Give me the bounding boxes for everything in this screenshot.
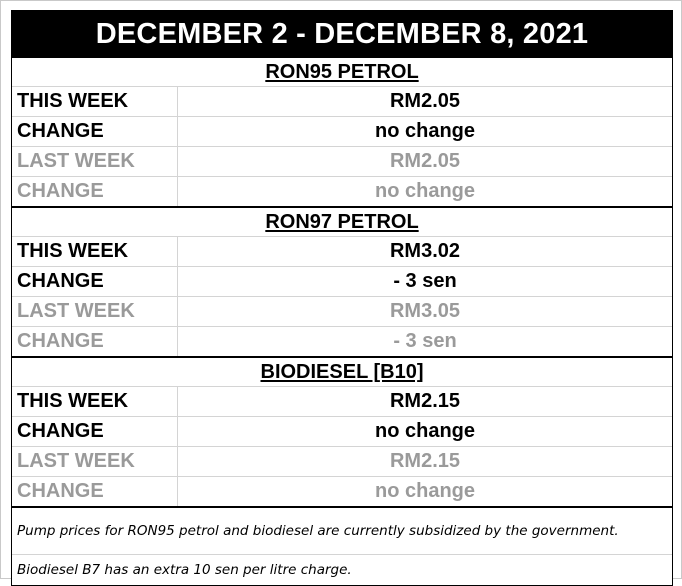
section-heading-text: BIODIESEL [B10] <box>260 361 424 383</box>
price-row <box>12 177 672 206</box>
row-label: CHANGE <box>12 117 178 146</box>
row-label: CHANGE <box>12 417 178 446</box>
section-ron97 <box>12 206 672 356</box>
section-heading <box>12 358 672 387</box>
row-value: RM3.02 <box>389 240 461 262</box>
row-value: RM2.15 <box>389 390 461 412</box>
price-row <box>12 237 672 267</box>
row-value: RM2.05 <box>389 90 461 112</box>
row-label: CHANGE <box>12 267 178 296</box>
row-label: CHANGE <box>12 477 178 506</box>
price-row <box>12 477 672 506</box>
price-row <box>12 297 672 327</box>
row-value: no change <box>374 480 475 502</box>
section-ron95 <box>12 58 672 206</box>
row-value: RM2.15 <box>389 450 461 472</box>
price-row <box>12 447 672 477</box>
date-range-title: DECEMBER 2 - DECEMBER 8, 2021 <box>12 11 672 58</box>
row-label: LAST WEEK <box>12 297 178 326</box>
subsidy-note: Pump prices for RON95 petrol and biodiesel are currently subsidized by the government. <box>12 506 672 554</box>
fuel-price-table <box>11 10 673 586</box>
price-row <box>12 117 672 147</box>
row-label: THIS WEEK <box>12 387 178 416</box>
biodiesel-note: Biodiesel B7 has an extra 10 sen per litre charge. <box>12 554 672 585</box>
section-heading-text: RON95 PETROL <box>265 61 419 83</box>
price-row <box>12 87 672 117</box>
row-label: LAST WEEK <box>12 447 178 476</box>
price-row <box>12 417 672 447</box>
section-heading <box>12 58 672 87</box>
row-label: THIS WEEK <box>12 237 178 266</box>
price-row <box>12 147 672 177</box>
section-biodiesel <box>12 356 672 506</box>
section-heading <box>12 208 672 237</box>
price-row <box>12 267 672 297</box>
row-value: RM3.05 <box>389 300 461 322</box>
row-value: no change <box>374 420 475 442</box>
price-row <box>12 327 672 356</box>
row-value: no change <box>374 180 475 202</box>
row-label: LAST WEEK <box>12 147 178 176</box>
section-heading-text: RON97 PETROL <box>265 211 419 233</box>
row-label: CHANGE <box>12 327 178 356</box>
price-row <box>12 387 672 417</box>
row-value: - 3 sen <box>393 270 457 292</box>
row-label: CHANGE <box>12 177 178 206</box>
row-value: no change <box>374 120 475 142</box>
row-value: - 3 sen <box>393 330 457 352</box>
row-label: THIS WEEK <box>12 87 178 116</box>
row-value: RM2.05 <box>389 150 461 172</box>
